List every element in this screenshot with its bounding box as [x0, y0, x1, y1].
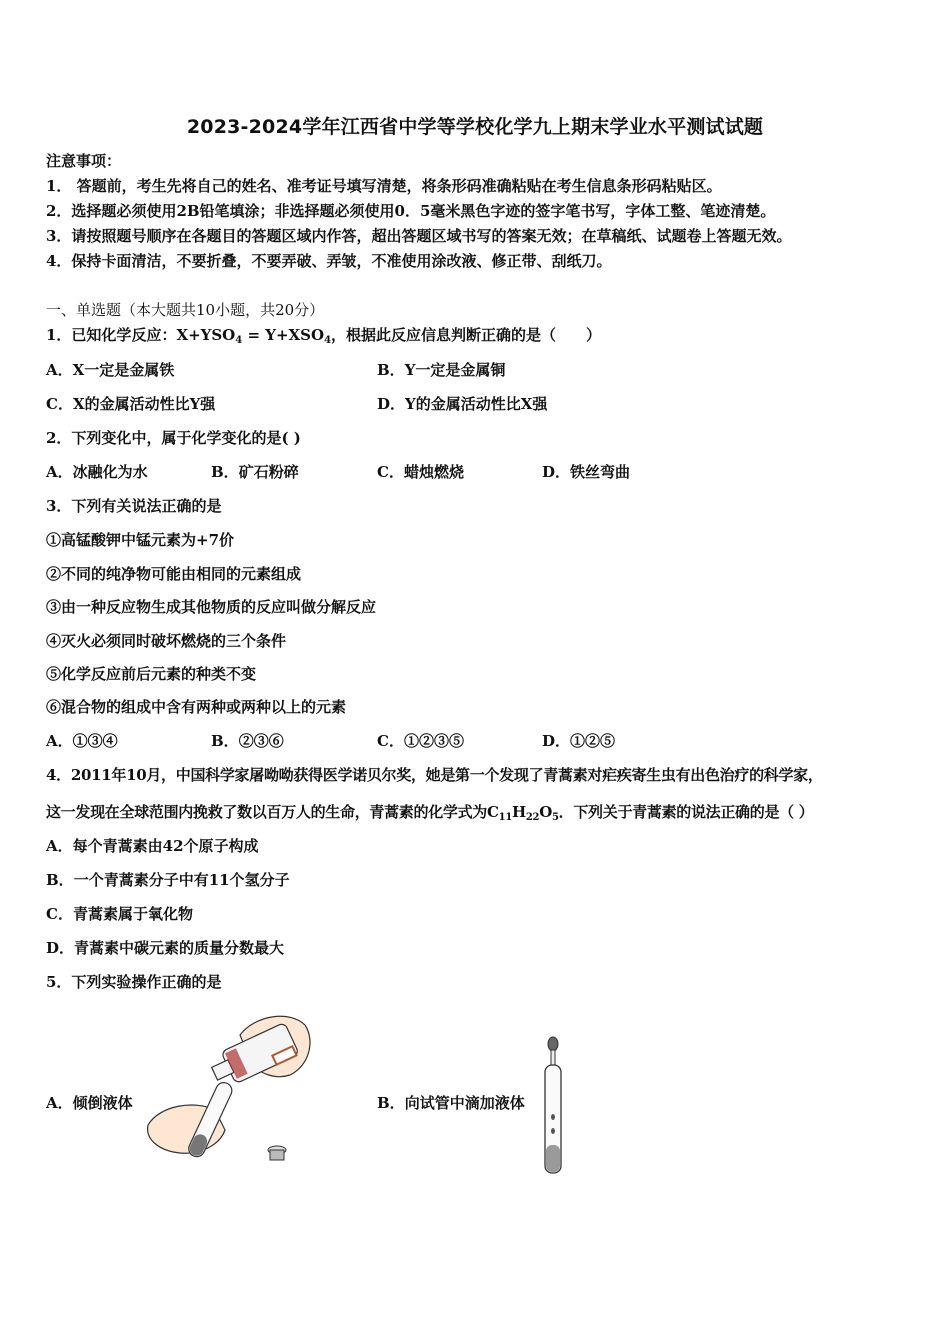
- q1-option-b[interactable]: B．Y一定是金属铜: [377, 361, 506, 379]
- q5-option-a[interactable]: A．倾倒液体: [46, 1094, 133, 1112]
- q2-option-c[interactable]: C．蜡烛燃烧: [377, 463, 464, 481]
- dropper-test-tube-illustration: [536, 1035, 576, 1177]
- q3-option-d[interactable]: D．①②⑤: [542, 732, 616, 750]
- dropper-bulb: [548, 1037, 558, 1051]
- page-title: 2023-2024学年江西省中学等学校化学九上期末学业水平测试试题: [186, 116, 764, 138]
- notice-item: 3．请按照题号顺序在各题目的答题区域内作答，超出答题区域书写的答案无效；在草稿纸、试题卷上答题无效。: [46, 227, 792, 245]
- q3-option-b[interactable]: B．②③⑥: [211, 732, 284, 750]
- q4-option-a[interactable]: A．每个青蒿素由42个原子构成: [46, 837, 259, 855]
- q1-option-c[interactable]: C．X的金属活动性比Y强: [46, 395, 216, 413]
- notice-item: 1． 答题前，考生先将自己的姓名、准考证号填写清楚，将条形码准确粘贴在考生信息条形码粘贴区。: [46, 177, 722, 195]
- q2-option-b[interactable]: B．矿石粉碎: [211, 463, 299, 481]
- q4-option-b[interactable]: B．一个青蒿素分子中有11个氢分子: [46, 871, 290, 889]
- question-3-stem: 3．下列有关说法正确的是: [46, 497, 222, 515]
- q3-statement: ③由一种反应物生成其他物质的反应叫做分解反应: [46, 598, 377, 616]
- q4-option-d[interactable]: D．青蒿素中碳元素的质量分数最大: [46, 939, 285, 957]
- q5-option-b[interactable]: B．向试管中滴加液体: [377, 1094, 525, 1112]
- q3-statement: ④灭火必须同时破坏燃烧的三个条件: [46, 632, 287, 650]
- q3-statement: ⑤化学反应前后元素的种类不变: [46, 665, 257, 683]
- question-2-stem: 2．下列变化中，属于化学变化的是( ): [46, 429, 301, 447]
- question-4-stem-line1: 4．2011年10月，中国科学家屠呦呦获得医学诺贝尔奖，她是第一个发现了青蒿素对疟疾寄生虫有出色治疗的科学家，: [46, 766, 823, 784]
- q3-statement: ①高锰酸钾中锰元素为+7价: [46, 531, 235, 549]
- q3-option-a[interactable]: A．①③④: [46, 732, 118, 750]
- notice-item: 4．保持卡面清洁，不要折叠，不要弄破、弄皱，不准使用涂改液、修正带、刮纸刀。: [46, 252, 612, 270]
- q3-statement: ②不同的纯净物可能由相同的元素组成: [46, 565, 302, 583]
- q3-statement: ⑥混合物的组成中含有两种或两种以上的元素: [46, 698, 347, 716]
- question-5-stem: 5．下列实验操作正确的是: [46, 973, 222, 991]
- q1-option-d[interactable]: D．Y的金属活动性比X强: [377, 395, 548, 413]
- q2-option-a[interactable]: A．冰融化为水: [46, 463, 148, 481]
- question-4-stem-line2: 这一发现在全球范围内挽救了数以百万人的生命，青蒿素的化学式为$C_{11}H_{22}O_5$．下列关于青蒿素的说法正确的是（ ）: [46, 803, 814, 823]
- notice-heading: 注意事项：: [46, 152, 122, 170]
- pouring-liquid-illustration: [140, 1005, 320, 1175]
- question-1-stem: 1．已知化学反应：$X+YSO_4 = Y+XSO_4$，根据此反应信息判断正确的是（ ）: [46, 326, 602, 346]
- q2-option-d[interactable]: D．铁丝弯曲: [542, 463, 631, 481]
- q3-option-c[interactable]: C．①②③⑤: [377, 732, 464, 750]
- section-heading: 一、单选题（本大题共10小题，共20分）: [46, 301, 325, 319]
- notice-item: 2．选择题必须使用2B铅笔填涂；非选择题必须使用0．5毫米黑色字迹的签字笔书写，字体工整、笔迹清楚。: [46, 202, 776, 220]
- q1-option-a[interactable]: A．X一定是金属铁: [46, 361, 175, 379]
- q4-option-c[interactable]: C．青蒿素属于氧化物: [46, 905, 193, 923]
